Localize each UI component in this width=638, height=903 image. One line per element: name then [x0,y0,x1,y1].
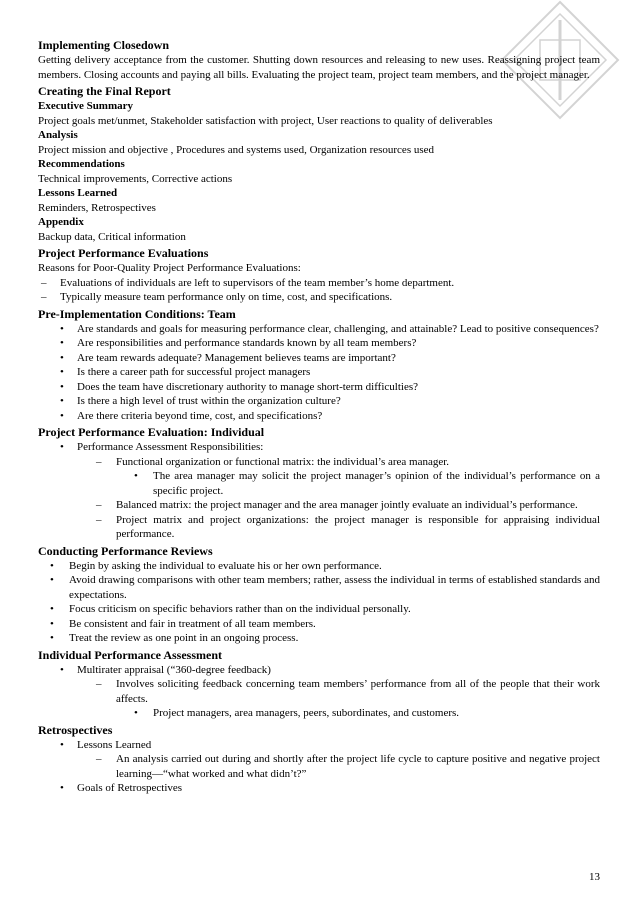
list-item: • Treat the review as one point in an ongoing process. [50,632,299,644]
subheading-executive-summary: Executive Summary [38,100,134,112]
list-item: • Goals of Retrospectives [60,782,183,794]
heading-individual-assessment: Individual Performance Assessment [38,647,222,662]
list-item: • Multirater appraisal (“360-degree feedback) [60,663,271,676]
list-item: – Typically measure team performance only on time, cost, and specifications. [41,291,393,303]
list-item: • Is there a high level of trust within the organization culture? [60,395,341,407]
appendix-text: Backup data, Critical information [38,230,186,243]
list-item: • Be consistent and fair in treatment of all team members. [50,617,316,630]
list-item: • Does the team have discretionary authority to manage short-term difficulties? [60,380,418,393]
list-item: – Evaluations of individuals are left to supervisors of the team member’s home department. [41,276,455,289]
evaluations-intro: Reasons for Poor-Quality Project Performance Evaluations: [38,262,301,274]
list-item: • Performance Assessment Responsibilities: [60,441,264,453]
document-page [38,36,600,796]
list-item: • Are there criteria beyond time, cost, and specifications? [60,409,323,422]
list-item: – Involves soliciting feedback concerning team members’ performance from all of the people that their work affects. [96,678,600,705]
recommendations-text: Technical improvements, Corrective actions [38,172,233,185]
list-item: – Functional organization or functional matrix: the individual’s area manager. [96,455,450,468]
heading-pre-implementation: Pre-Implementation Conditions: Team [38,306,236,321]
list-item: • Is there a career path for successful project managers [60,366,311,378]
executive-summary-text: Project goals met/unmet, Stakeholder satisfaction with project, User reactions to quality of deliverables [38,114,493,127]
subheading-recommendations: Recommendations [38,158,125,170]
closedown-paragraph: Getting delivery acceptance from the customer. Shutting down resources and releasing to new uses. Reassigning project team members. Closing accounts and paying all bills. Evaluating the project team, project team members, and the project manager. [38,54,600,81]
list-item: • Are standards and goals for measuring performance clear, challenging, and attainable? Lead to positive consequences? [60,322,599,335]
heading-final-report: Creating the Final Report [38,84,171,98]
page-number: 13 [589,871,600,883]
subheading-appendix: Appendix [38,216,84,228]
list-item: – An analysis carried out during and shortly after the project life cycle to capture positive and negative project learning—“what worked and what didn’t?” [96,753,600,780]
list-item: • Lessons Learned [60,738,152,751]
subheading-analysis: Analysis [38,129,78,141]
lessons-learned-text: Reminders, Retrospectives [38,201,156,214]
list-item: • Begin by asking the individual to evaluate his or her own performance. [50,559,382,572]
list-item: • Are team rewards adequate? Management believes teams are important? [60,351,396,364]
heading-performance-evaluations: Project Performance Evaluations [38,246,209,260]
list-item: – Balanced matrix: the project manager and the area manager jointly evaluate an individual’s performance. [96,499,578,511]
list-item: • Focus criticism on specific behaviors rather than on the individual personally. [50,603,411,615]
heading-evaluation-individual: Project Performance Evaluation: Individual [38,425,265,439]
list-item: • Avoid drawing comparisons with other team members; rather, assess the individual in terms of established standards and expectations. [50,574,600,601]
analysis-text: Project mission and objective , Procedures and systems used, Organization resources used [38,143,435,156]
subheading-lessons-learned: Lessons Learned [38,187,118,199]
list-item: – Project matrix and project organizations: the project manager is responsible for appraising individual performance. [96,513,600,540]
list-item: • Are responsibilities and performance standards known by all team members? [60,337,417,349]
heading-retrospectives: Retrospectives [38,722,113,737]
heading-implementing-closedown: Implementing Closedown [38,38,170,52]
heading-performance-reviews: Conducting Performance Reviews [38,543,213,558]
list-item: • Project managers, area managers, peers, subordinates, and customers. [134,707,460,719]
list-item: • The area manager may solicit the project manager’s opinion of the individual’s performance on a specific project. [134,470,600,497]
